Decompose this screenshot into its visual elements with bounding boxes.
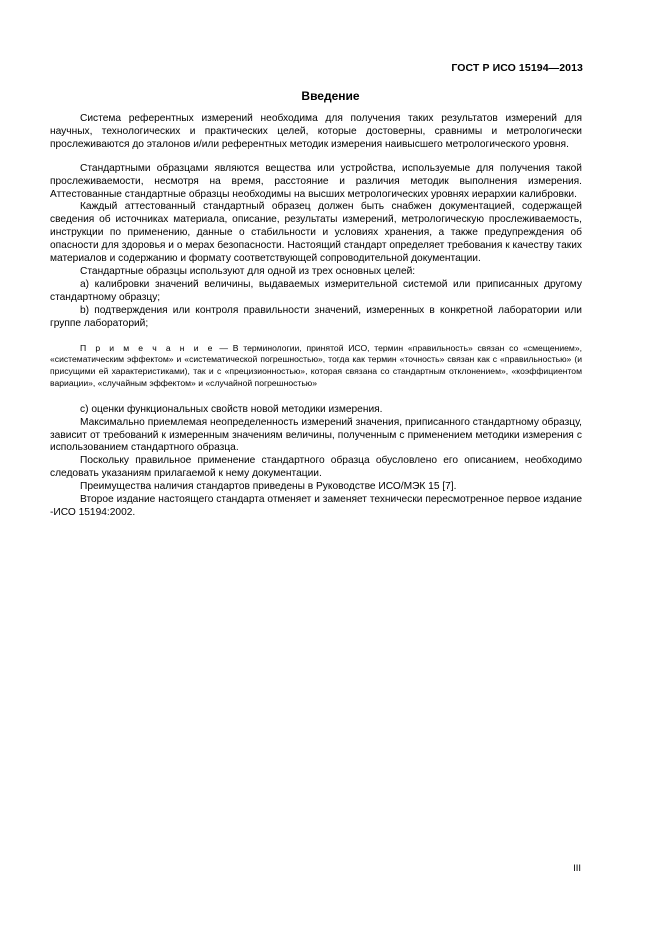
paragraph-2: Стандартными образцами являются вещества или устройства, используемые для получения такой прослеживаемости, несмотря на время, расстояние и различия методик выполнения измерения. Аттестованные стандартные образцы необходимы на высших метрологических уровнях иерархии калибровки. — [50, 162, 582, 200]
note-label: П р и м е ч а н и е — [80, 342, 215, 353]
page-number: III — [573, 863, 581, 874]
paragraph-6: Поскольку правильное применение стандартного образца обусловлено его описанием, необходимо следовать указаниям прилагаемой к нему документации. — [50, 455, 582, 480]
paragraph-1: Система референтных измерений необходима для получения таких результатов измерений для научных, технологических и практических целей, которые достоверны, сравнимы и метрологически прослеживаются до эталонов и/или референтных методик измерения наивысшего метрологического уровня. — [50, 113, 582, 150]
paragraph-3: Каждый аттестованный стандартный образец должен быть снабжен документацией, содержащей сведения об источниках материала, описание, результаты измерений, метрологическую прослеживаемость, инструкции по применению, данные о стабильности и условиях хранения, а также предупреждения об опасности для здоровья и о мерах безопасности. Настоящий стандарт определяет требования к качеству таких материалов и содержанию и формату соответствующей сопроводительной документации. — [50, 201, 582, 265]
paragraph-7: Преимущества наличия стандартов приведены в Руководстве ИСО/МЭК 15 [7]. — [80, 481, 457, 493]
list-item-b: b) подтверждения или контроля правильности значений, измеренных в конкретной лаборатории или группе лабораторий; — [50, 304, 582, 329]
standard-id-header: ГОСТ Р ИСО 15194—2013 — [451, 62, 583, 74]
list-item-c: c) оценки функциональных свойств новой методики измерения. — [80, 403, 383, 415]
note-text: — В терминологии, принятой ИСО, термин «правильность» связан со «смещением», «систематическим эффектом» и «систематической погрешностью», тогда как термин «точность» связан как с «правильностью» (и присущими ей характеристиками), так и с «прецизионностью», которая связана со стандартным отклонением», «коэффициентом вариации», «случайным эффектом» и «случайной погрешностью» — [50, 342, 582, 388]
paragraph-8: Второе издание настоящего стандарта отменяет и заменяет технически пересмотренное первое издание -ИСО 15194:2002. — [50, 494, 582, 518]
paragraph-4: Стандартные образцы используют для одной из трех основных целей: — [80, 265, 416, 277]
body-text — [50, 113, 582, 520]
paragraph-5: Максимально приемлемая неопределенность измерений значения, приписанного стандартному образцу, зависит от требований к измеренным значениям величины, полученным с применением методики измерения с использованием стандартного образца. — [50, 416, 582, 454]
note — [50, 343, 582, 390]
section-title: Введение — [301, 89, 360, 103]
list-item-a: a) калибровки значений величины, выдаваемых измерительной системой или приписанных другому стандартному образцу; — [50, 278, 582, 303]
